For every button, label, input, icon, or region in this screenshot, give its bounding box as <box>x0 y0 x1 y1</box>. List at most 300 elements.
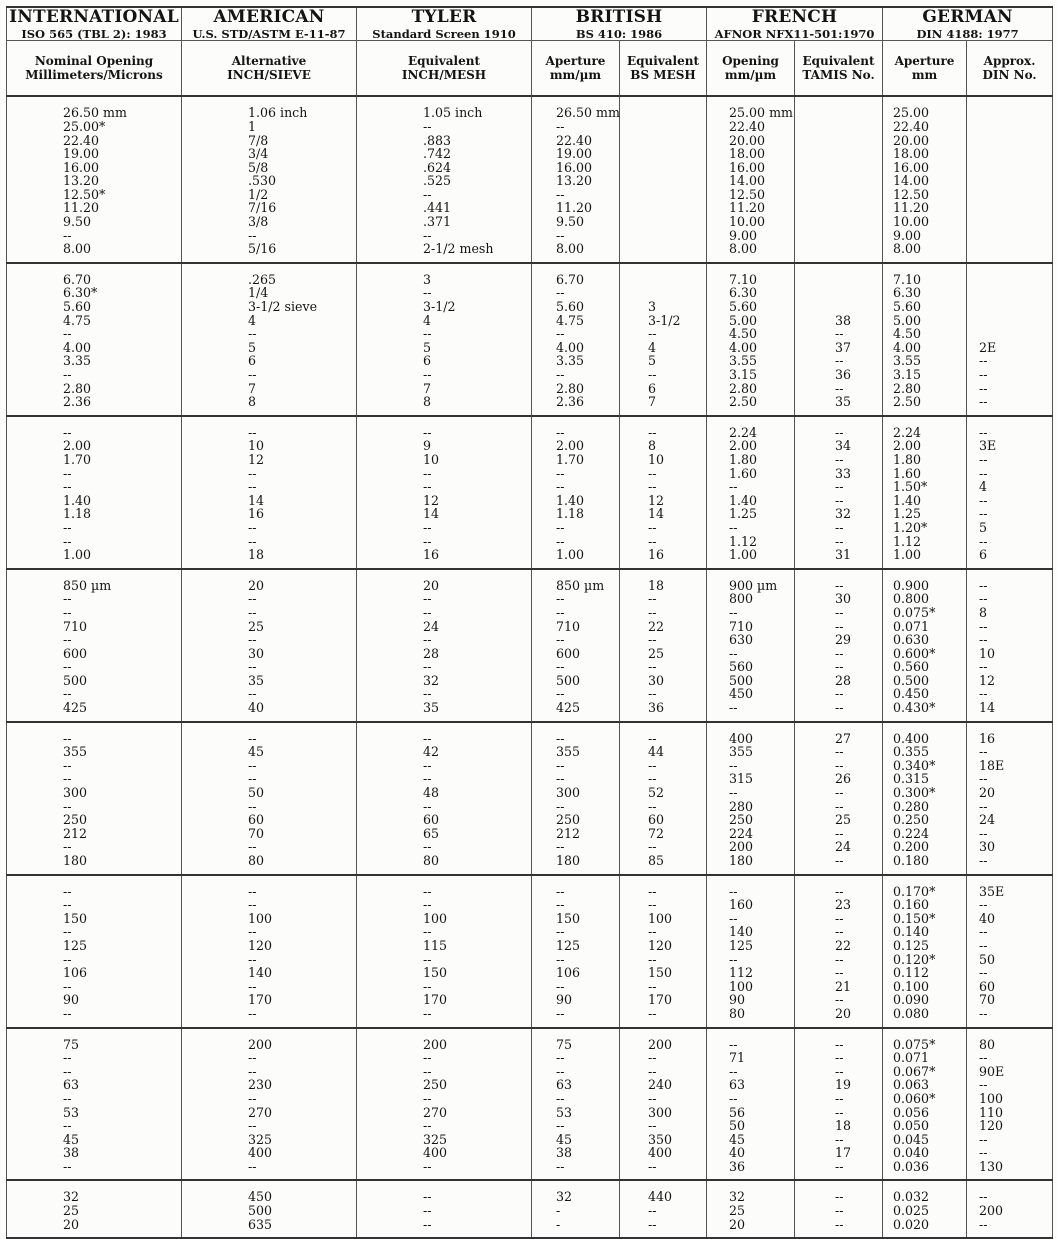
value-line: 21 <box>835 978 852 994</box>
value-line: -- <box>979 937 988 953</box>
value-line: -- <box>648 798 657 814</box>
value-line: -- <box>423 591 432 607</box>
value-stack <box>182 1029 356 1180</box>
value-line: 70 <box>979 992 996 1008</box>
value-line: -- <box>556 591 565 607</box>
value-line: 600 <box>556 645 581 661</box>
value-line: 2-1/2 mesh <box>423 241 494 257</box>
value-line: -- <box>423 186 432 202</box>
value-line: -- <box>248 604 257 620</box>
value-line: 4.75 <box>556 312 585 328</box>
value-line: 25 <box>835 812 852 828</box>
value-line: -- <box>423 367 432 383</box>
value-line: 635 <box>248 1216 273 1232</box>
value-line: 200 <box>248 1036 273 1052</box>
value-line: 4.75 <box>63 312 92 328</box>
value-line: -- <box>835 1203 844 1219</box>
value-line: 350 <box>648 1131 673 1147</box>
value-line: 45 <box>729 1131 746 1147</box>
value-line: -- <box>556 839 565 855</box>
value-line: -- <box>556 465 565 481</box>
value-line: 0.450 <box>893 686 930 702</box>
value-stack <box>620 1029 706 1180</box>
column-cell-tyler-equivalent <box>357 569 532 722</box>
value-line <box>979 327 1052 341</box>
value-line: -- <box>729 910 738 926</box>
value-line: 26 <box>835 771 852 787</box>
value-line: 20.00 <box>893 132 930 148</box>
value-line: 5.00 <box>729 312 758 328</box>
value-line: 2.00 <box>893 438 922 454</box>
value-line: 0.500 <box>893 672 930 688</box>
value-line: 45 <box>556 1131 573 1147</box>
value-line: -- <box>648 686 657 702</box>
value-line: 50 <box>248 785 265 801</box>
value-line: -- <box>979 451 988 467</box>
value-line: 300 <box>556 785 581 801</box>
value-line: .530 <box>248 173 277 189</box>
value-line: 250 <box>556 812 581 828</box>
subheader-line: Nominal Opening <box>34 53 154 68</box>
value-line: 150 <box>556 910 581 926</box>
org-standard: DIN 4188: 1977 <box>916 26 1019 41</box>
column-cell-tyler-equivalent <box>357 1028 532 1181</box>
value-line: 65 <box>423 825 440 841</box>
value-line: 60 <box>423 812 440 828</box>
value-line: -- <box>63 1063 72 1079</box>
value-line: 5 <box>248 339 257 355</box>
value-line: -- <box>556 533 565 549</box>
column-cell-american-alternative <box>182 1028 357 1181</box>
value-line: 14.00 <box>729 173 766 189</box>
value-line: -- <box>248 771 257 787</box>
value-stack <box>7 570 181 721</box>
value-line: -- <box>648 897 657 913</box>
column-cell-nominal-opening <box>7 1180 182 1238</box>
value-line: 36 <box>729 1158 746 1174</box>
value-line: 1.40 <box>556 492 585 508</box>
value-line: 180 <box>556 853 581 869</box>
value-line: -- <box>63 1005 72 1021</box>
value-line: 450 <box>248 1189 273 1205</box>
value-line: 2.36 <box>556 394 585 410</box>
value-line: 2.00 <box>556 438 585 454</box>
value-stack <box>182 97 356 262</box>
value-line: 900 µm <box>729 577 778 593</box>
org-name: FRENCH <box>751 7 838 27</box>
value-line: -- <box>835 1158 844 1174</box>
value-line: 500 <box>556 672 581 688</box>
value-stack <box>7 1181 181 1237</box>
column-cell-german-aperture <box>883 875 967 1028</box>
column-cell-american-alternative <box>182 1180 357 1238</box>
value-line: 100 <box>423 910 448 926</box>
value-line: 34 <box>835 438 852 454</box>
size-band-row <box>7 263 1053 416</box>
value-stack <box>967 723 1052 874</box>
subheader-line: DIN No. <box>982 68 1037 83</box>
value-line: 42 <box>423 744 440 760</box>
value-line: 10 <box>423 451 440 467</box>
value-line: -- <box>556 424 565 440</box>
value-line: -- <box>556 978 565 994</box>
value-line: 1.40 <box>893 492 922 508</box>
value-line: 560 <box>729 659 754 675</box>
column-cell-american-alternative <box>182 416 357 569</box>
value-stack <box>357 1029 531 1180</box>
value-line: 1.06 inch <box>248 105 308 121</box>
value-line: 0.170* <box>893 883 936 899</box>
size-band-row <box>7 722 1053 875</box>
value-line <box>979 300 1052 314</box>
size-band-row <box>7 1180 1053 1238</box>
org-name: GERMAN <box>922 7 1013 27</box>
column-cell-german-din <box>967 263 1053 416</box>
value-line: 0.150* <box>893 910 936 926</box>
value-line: 9.50 <box>63 214 92 230</box>
subheader-line: Aperture <box>894 53 955 68</box>
value-line: 100 <box>979 1090 1004 1106</box>
value-line: 150 <box>648 965 673 981</box>
value-line: -- <box>423 285 432 301</box>
value-line: 17 <box>835 1145 852 1161</box>
column-cell-french-opening <box>707 875 795 1028</box>
value-line: 0.075* <box>893 1036 936 1052</box>
value-line: -- <box>648 1158 657 1174</box>
value-line: -- <box>423 757 432 773</box>
value-line: 1.50* <box>893 479 928 495</box>
column-cell-nominal-opening <box>7 875 182 1028</box>
value-line: 80 <box>423 853 440 869</box>
value-line: 30 <box>835 591 852 607</box>
value-line: 32 <box>835 506 852 522</box>
value-line: 6 <box>979 547 988 563</box>
column-cell-nominal-opening <box>7 96 182 263</box>
value-line: -- <box>835 1216 844 1232</box>
value-line: -- <box>63 465 72 481</box>
size-band-row <box>7 569 1053 722</box>
value-line: 36 <box>835 367 852 383</box>
value-line: -- <box>648 533 657 549</box>
value-line: -- <box>835 1189 844 1205</box>
value-line: 1.12 <box>893 533 922 549</box>
value-line: 29 <box>835 632 852 648</box>
value-line: -- <box>423 1216 432 1232</box>
value-line: 38 <box>556 1145 573 1161</box>
value-line: -- <box>979 1005 988 1021</box>
value-line: -- <box>648 771 657 787</box>
value-line: 1.40 <box>63 492 92 508</box>
subheader-tyler-equivalent <box>357 41 532 97</box>
value-line: -- <box>979 965 988 981</box>
value-line: 19.00 <box>63 146 100 162</box>
value-stack <box>182 417 356 568</box>
value-line: 14 <box>423 506 440 522</box>
value-line: 6 <box>648 380 657 396</box>
value-line: 7 <box>248 380 257 396</box>
org-header-german <box>883 7 1053 41</box>
value-stack <box>357 417 531 568</box>
value-line: 3 <box>423 271 432 287</box>
value-line: 26.50 mm <box>556 105 620 121</box>
value-line: 8 <box>648 438 657 454</box>
column-cell-british-bs-mesh <box>620 875 707 1028</box>
value-line: -- <box>979 771 988 787</box>
value-line: 25.00 mm <box>729 105 793 121</box>
value-line: -- <box>63 1118 72 1134</box>
value-line: 120 <box>248 937 273 953</box>
value-line: -- <box>556 686 565 702</box>
value-stack <box>532 876 619 1027</box>
value-line: 6 <box>423 353 432 369</box>
sieve-data-body <box>7 96 1053 1238</box>
value-line: 100 <box>729 978 754 994</box>
value-line: 0.315 <box>893 771 930 787</box>
subheader-german-aperture <box>883 41 967 97</box>
value-line: -- <box>423 533 432 549</box>
value-line: -- <box>835 798 844 814</box>
column-cell-tyler-equivalent <box>357 263 532 416</box>
value-line: 53 <box>63 1104 80 1120</box>
value-line: 24 <box>423 618 440 634</box>
value-line: -- <box>835 757 844 773</box>
org-header-international <box>7 7 182 41</box>
value-line: 11.20 <box>729 200 766 216</box>
value-line: 106 <box>556 965 581 981</box>
value-line: 2.80 <box>556 380 585 396</box>
value-line: 850 µm <box>556 577 605 593</box>
value-line: -- <box>248 839 257 855</box>
value-line: -- <box>835 951 844 967</box>
value-line: -- <box>63 591 72 607</box>
value-line <box>979 286 1052 300</box>
value-line: 35 <box>248 672 265 688</box>
value-line: -- <box>979 1077 988 1093</box>
column-cell-british-bs-mesh <box>620 1028 707 1181</box>
value-line: -- <box>556 519 565 535</box>
org-header-tyler <box>357 7 532 41</box>
value-line: -- <box>556 951 565 967</box>
value-line: 25 <box>729 1203 746 1219</box>
value-line: 13.20 <box>63 173 100 189</box>
value-line: -- <box>556 632 565 648</box>
value-line: 31 <box>835 547 852 563</box>
value-line <box>648 286 706 300</box>
value-line <box>835 300 882 314</box>
value-stack <box>620 264 706 415</box>
column-cell-german-din <box>967 1180 1053 1238</box>
org-standard: BS 410: 1986 <box>575 26 663 41</box>
value-line: 60 <box>248 812 265 828</box>
value-line: 710 <box>556 618 581 634</box>
value-line: -- <box>648 604 657 620</box>
value-line: -- <box>248 1158 257 1174</box>
value-line: - <box>556 1216 561 1232</box>
value-stack <box>795 570 882 721</box>
value-line: -- <box>835 424 844 440</box>
value-line: 0.140 <box>893 924 930 940</box>
column-cell-nominal-opening <box>7 722 182 875</box>
value-line: 400 <box>648 1145 673 1161</box>
value-line: 270 <box>248 1104 273 1120</box>
value-stack <box>795 1029 882 1180</box>
value-line: -- <box>63 479 72 495</box>
value-line: 6.70 <box>556 271 585 287</box>
value-line: 1/2 <box>248 186 269 202</box>
value-line: -- <box>835 910 844 926</box>
column-cell-tyler-equivalent <box>357 875 532 1028</box>
value-line: 2.80 <box>893 380 922 396</box>
value-stack <box>707 723 794 874</box>
subheader-line: Equivalent <box>407 53 481 68</box>
value-line: 5.60 <box>893 299 922 315</box>
column-cell-german-din <box>967 569 1053 722</box>
value-line: 600 <box>63 645 88 661</box>
value-line: -- <box>835 924 844 940</box>
column-cell-british-aperture <box>532 569 620 722</box>
value-line: -- <box>248 519 257 535</box>
org-standard: U.S. STD/ASTM E-11-87 <box>192 26 346 41</box>
column-cell-german-aperture <box>883 1180 967 1238</box>
value-line: 10 <box>248 438 265 454</box>
value-line: 106 <box>63 965 88 981</box>
column-cell-american-alternative <box>182 263 357 416</box>
value-line: 0.900 <box>893 577 930 593</box>
value-line: 16.00 <box>63 159 100 175</box>
column-cell-french-tamis <box>795 263 883 416</box>
column-cell-nominal-opening <box>7 569 182 722</box>
column-cell-british-aperture <box>532 1180 620 1238</box>
value-line: -- <box>248 924 257 940</box>
value-line: 240 <box>648 1077 673 1093</box>
value-line <box>648 273 706 287</box>
value-stack <box>707 264 794 415</box>
value-line: -- <box>423 1005 432 1021</box>
value-line: -- <box>423 604 432 620</box>
column-cell-british-aperture <box>532 875 620 1028</box>
value-line: -- <box>63 978 72 994</box>
value-stack <box>182 570 356 721</box>
value-line: 9 <box>423 438 432 454</box>
value-line: 1.80 <box>729 451 758 467</box>
subheader-french-tamis <box>795 41 883 97</box>
value-stack <box>707 1181 794 1237</box>
column-cell-british-aperture <box>532 722 620 875</box>
value-line: -- <box>835 1131 844 1147</box>
value-line: 0.125 <box>893 937 930 953</box>
value-line: 4.00 <box>556 339 585 355</box>
value-line: 0.224 <box>893 825 930 841</box>
value-line: -- <box>835 825 844 841</box>
value-line: 1.00 <box>556 547 585 563</box>
value-line: -- <box>556 798 565 814</box>
value-line: 63 <box>729 1077 746 1093</box>
value-line: -- <box>979 380 988 396</box>
value-line: -- <box>63 367 72 383</box>
column-cell-french-opening <box>707 263 795 416</box>
value-line: 3/4 <box>248 146 269 162</box>
value-line: -- <box>648 1005 657 1021</box>
org-name: INTERNATIONAL <box>9 7 179 27</box>
value-line: 5.60 <box>63 299 92 315</box>
value-line: 160 <box>729 897 754 913</box>
value-line: 23 <box>835 897 852 913</box>
column-cell-french-tamis <box>795 1028 883 1181</box>
value-line: 355 <box>63 744 88 760</box>
value-line: 115 <box>423 937 448 953</box>
value-line: -- <box>729 645 738 661</box>
value-line: -- <box>423 424 432 440</box>
value-line: 2.00 <box>63 438 92 454</box>
value-stack <box>967 97 1052 112</box>
value-line: 850 µm <box>63 577 112 593</box>
value-line: 18E <box>979 757 1005 773</box>
value-line: 500 <box>729 672 754 688</box>
value-line: 71 <box>729 1050 746 1066</box>
value-line: 1.25 <box>729 506 758 522</box>
value-stack <box>532 570 619 721</box>
value-stack <box>620 417 706 568</box>
value-line: -- <box>423 465 432 481</box>
value-line: 0.630 <box>893 632 930 648</box>
value-line: 50 <box>729 1118 746 1134</box>
column-cell-british-bs-mesh <box>620 96 707 263</box>
value-line: 130 <box>979 1158 1004 1174</box>
size-band-row <box>7 875 1053 1028</box>
value-line: 150 <box>423 965 448 981</box>
value-line: -- <box>729 519 738 535</box>
value-line: .525 <box>423 173 452 189</box>
value-stack <box>620 1181 706 1237</box>
value-line: 4.00 <box>63 339 92 355</box>
value-line: 75 <box>556 1036 573 1052</box>
value-line: 12 <box>423 492 440 508</box>
subheader-line: BS MESH <box>630 68 696 83</box>
value-line: 7/16 <box>248 200 277 216</box>
value-line: 1.00 <box>729 547 758 563</box>
value-line: 125 <box>729 937 754 953</box>
value-line: 8 <box>248 394 257 410</box>
value-stack <box>795 417 882 568</box>
column-cell-german-din <box>967 416 1053 569</box>
value-line: -- <box>979 853 988 869</box>
value-line: 19 <box>835 1077 852 1093</box>
value-line: -- <box>556 604 565 620</box>
value-line: 38 <box>835 312 852 328</box>
value-line: -- <box>979 798 988 814</box>
value-line: 100 <box>248 910 273 926</box>
value-line: 6.30* <box>63 285 98 301</box>
subheader-line: Equivalent <box>802 53 875 68</box>
value-line: 4.00 <box>729 339 758 355</box>
value-line: 2.36 <box>63 394 92 410</box>
value-line: 2.24 <box>729 424 758 440</box>
value-stack <box>357 723 531 874</box>
value-line: -- <box>979 924 988 940</box>
value-line: -- <box>248 659 257 675</box>
column-cell-british-aperture <box>532 96 620 263</box>
value-line: 1.70 <box>556 451 585 467</box>
column-cell-tyler-equivalent <box>357 96 532 263</box>
value-stack <box>967 876 1052 1027</box>
value-stack <box>707 876 794 1027</box>
value-line: -- <box>63 519 72 535</box>
value-line: -- <box>648 465 657 481</box>
value-line: 16 <box>423 547 440 563</box>
value-stack <box>182 876 356 1027</box>
value-line: 3.35 <box>63 353 92 369</box>
value-line: -- <box>556 186 565 202</box>
